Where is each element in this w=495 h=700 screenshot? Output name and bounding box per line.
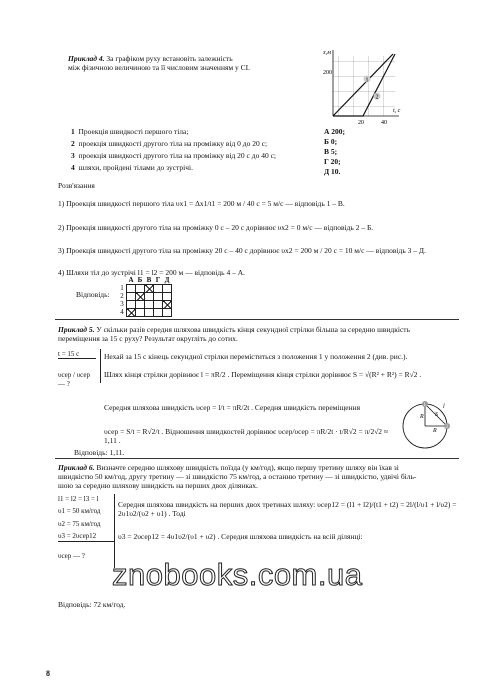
y-axis-label: x,м <box>323 50 331 56</box>
ex4-item: 3 проекція швидкості другого тіла на проміжку від 20 с до 40 с; <box>71 151 276 160</box>
svg-text:1: 1 <box>423 403 426 408</box>
ex4-step4: 4) Шляхи тіл до зустрічі l1 = l2 = 200 м — відповідь 4 – А. <box>58 268 245 277</box>
ex4-title: Приклад 4. <box>68 54 105 63</box>
mark-cell <box>127 309 136 317</box>
svg-text:R: R <box>420 414 424 420</box>
y-tick-label: 200 <box>323 70 332 76</box>
x-axis-label: t, с <box>393 108 401 114</box>
ex4-task <box>68 54 318 72</box>
option: Б 0; <box>324 137 338 146</box>
x-tick-20: 20 <box>358 120 364 126</box>
svg-text:R: R <box>433 428 437 434</box>
x-tick-40: 40 <box>381 120 387 126</box>
ex4-step2: 2) Проекція швидкості другого тіла на проміжку 0 с – 20 с дорівнює υx2 = 0 м/с — відповідь 2 – Б. <box>58 223 374 232</box>
ex4-item: 2 проекція швидкості другого тіла на проміжку від 0 до 20 с; <box>71 139 268 148</box>
ex5-text4: υсер = S/t = R√2/t . Відношення швидкостей дорівнює υсер/υсер = πR/2t · t/R√2 = π/2√2 ≈ 1,11 . <box>104 427 389 445</box>
ex6-answer: Відповідь: 72 км/год. <box>58 600 126 609</box>
ex4-item: 4 шляхи, пройдені тілами до зустрічі. <box>71 163 193 172</box>
motion-graph-svg <box>323 46 403 126</box>
ex6-text2: υ3 = 2υсер12 = 4υ1υ2/(υ1 + υ2) . Середня шляхова швидкість на всій ділянці: <box>118 532 363 541</box>
line1-label: 1 <box>365 77 369 84</box>
mark-cell <box>136 293 145 301</box>
line2-label: 2 <box>375 94 379 101</box>
ex5-given: t = 15 с υсер / υсер — ? <box>58 350 96 388</box>
ex6-task: Приклад 6. Визначте середню шляхову швидкість поїзда (у км/год), якщо першу третину шляху він їхав зі швидкістю 50 км/год, другу третину — зі швидкістю 75 км/год, а останню третину — зі швидкістю, удвічі біль- шою за середню шляхову швидкість на перших двох ділянках. <box>58 463 417 490</box>
ex5-text1: Нехай за 15 с кінець секундної стрілки переміститься з положення 1 у положення 2 (див. рис.). <box>104 352 408 361</box>
ex4-answer-label: Відповідь: <box>76 290 110 299</box>
ex5-answer: Відповідь: 1,11. <box>74 448 125 457</box>
ex5-text3: Середня шляхова швидкість υсер = l/t = πR/2t . Середня швидкість переміщення <box>104 403 361 412</box>
ex6-text1: Середня шляхова швидкість на перших двох третинах шляху: υсер12 = (l1 + l2)/(t1 + t2) = 2l/(l/υ1 + l/υ2) = 2υ1υ2/(υ2 + υ1) . Тоді <box>118 500 457 518</box>
option: В 5; <box>324 147 338 156</box>
ex6-given: l1 = l2 = l3 = l υ1 = 50 км/год υ2 = 75 км/год υ3 = 2υсер12 υсер — ? <box>58 495 114 560</box>
divider <box>55 319 459 320</box>
ex5-text2: Шлях кінця стрілки дорівнює l = πR/2 . Переміщення кінця стрілки дорівнює S = √(R² + R²) = R√2 . <box>104 370 422 379</box>
ex4-task-line2: між фізичною величиною та її числовим значенням у СІ. <box>68 63 251 72</box>
mark-cell <box>145 285 154 293</box>
ex4-solution-head: Розв'язання <box>58 181 95 190</box>
ex4-step3: 3) Проекція швидкості другого тіла на проміжку 20 с – 40 с дорівнює υx2 = 200 м / 20 с = 10 м/с — відповідь 3 – Д. <box>58 246 426 255</box>
option: Г 20; <box>324 157 341 166</box>
ex4-items <box>71 127 321 172</box>
ex5-task: Приклад 5. У скільки разів середня шляхова швидкість кінця секундної стрілки більша за середню швидкість переміщення за 15 с руху? Результат округліть до сотих. <box>58 325 410 343</box>
ex4-options <box>324 127 345 176</box>
svg-text:S: S <box>435 412 438 418</box>
ex4-item: 1 Проекція швидкості першого тіла; <box>71 127 189 136</box>
option: Д 10. <box>324 167 341 176</box>
divider <box>55 458 459 459</box>
ex4-step1: 1) Проекція швидкості першого тіла υx1 = Δx1/t1 = 200 м / 40 с = 5 м/с — відповідь 1 – В. <box>58 199 345 208</box>
ex5-circle-figure <box>397 394 457 456</box>
svg-text:l: l <box>443 404 445 410</box>
page-number: 8 <box>46 669 50 678</box>
ex4-answer-table: А Б В Г Д 1 2 3 4 <box>118 277 172 317</box>
ex4-motion-graph <box>323 46 403 126</box>
ex4-task-line1: За графіком руху встановіть залежність <box>106 54 233 63</box>
svg-text:2: 2 <box>445 425 448 430</box>
option: А 200; <box>324 127 346 136</box>
watermark: znobooks.com.ua <box>112 557 363 592</box>
mark-cell <box>163 301 172 309</box>
